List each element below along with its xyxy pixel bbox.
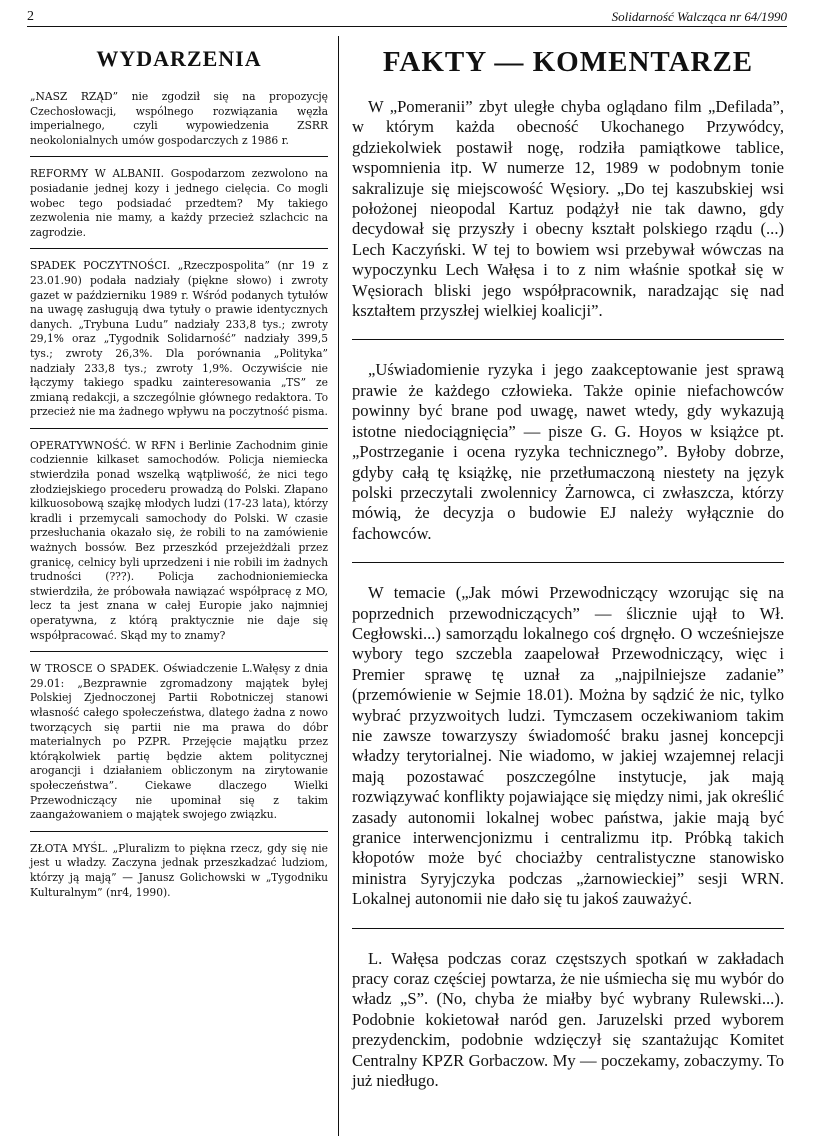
news-lead: SPADEK POCZYTNOŚCI. bbox=[30, 259, 171, 273]
news-lead: OPERATYWNOŚĆ. bbox=[30, 438, 131, 452]
news-text: „Rzeczpospolita” (nr 19 z 23.01.90) podała nadziały (piękne słowo) i zwroty gazet w październiku 1989 r. Wśród podanych tytułów na uwagę zasługują dwa tytuły o prawie identycznych danych. „Trybuna Ludu” nadziały 233,8 tys.; zwroty 29,1% oraz „Tygodnik Solidarność” nadziały 399,5 tys.; zwroty 26,3%. Dla porównania „Polityka” nadziały 233,8 tys.; zwroty 1,9%. Oczywiście nie łączymy takiego spadku zainteresowania „TS” ze zmianą redakcji, a szczególnie głównego redaktora. To przecież nie ma żadnego wpływu na poczytność pisma. bbox=[30, 259, 328, 419]
news-item bbox=[30, 662, 328, 832]
comment-paragraph: W „Pomeranii” zbyt uległe chyba oglądano film „Defilada”, w którym każda obecność Ukochanego Przywódcy, gdziekolwiek postawił nogę, rodziła pamiątkowe tablice, wspomnienia itp. W numerze 12, 1989 w podobnym tonie sakralizuje się miejscowość Węsiory. „Do tej kaszubskiej wsi położonej nieopodal Kartuz podążył nie tak dawno, gdy decydował się przyszły i obecny kształt polskiego rządu (...) Lech Kaczyński. W tej to bowiem wsi przebywał wówczas na wypoczynku Lech Wałęsa i to z nim właśnie spotkał się w Węsiorach bliski jego współpracownik, naradzając się nad kształtem przyszłej wielkiej koalicji”. bbox=[352, 97, 784, 340]
page-number: 2 bbox=[27, 9, 34, 24]
news-item bbox=[30, 90, 328, 157]
news-item bbox=[30, 439, 328, 652]
news-text: Gospodarzom zezwolono na posiadanie jednej kozy i jednego cielęcia. Co mogli wobec tego podsiadać przedtem? My takiego zezwolenia nie mamy, a każdy przecież szlachcic na zagrodzie. bbox=[30, 167, 328, 239]
news-text: Oświadczenie L.Wałęsy z dnia 29.01: „Bezprawnie zgromadzony majątek byłej Polskiej Zjednoczonej Partii Robotniczej stanowi własność całego społeczeństwa, dlatego żadna z nowo tworzących się partii nie ma prawa do dóbr materialnych po PZPR. Przejęcie majątku przez którąkolwiek partię będzie aktem politycznej arogancji i działaniem obliczonym na zirytowanie społeczeństwa”. Ciekawe dlaczego Wielki Przewodniczący nie upominał się z takim zaangażowaniem o majątek swojego związku. bbox=[30, 662, 328, 822]
news-item bbox=[30, 842, 328, 908]
news-lead: „NASZ RZĄD” bbox=[30, 90, 119, 103]
news-text: W RFN i Berlinie Zachodnim ginie codziennie kilkaset samochodów. Policja niemiecka stwierdziła ponad wszelką wątpliwość, że nici tego złodziejskiego procederu prowadzą do Polski. Złapano kilkuosobową szajkę młodych ludzi (17-23 lata), którzy kradli i przemycali samochody do Polski. W czasie przesłuchania okazało się, że robili to na zamówienie ważnych bossów. Bez przeszkód przejeżdżali przez granicę, celnicy byli uprzedzeni i nie robili im żadnych trudności (???). Policja zachodnioniemiecka stwierdziła, że próbowała nawiązać współpracę z MO, lecz ta jest znana w całej Europie jako najmniej operatywna, z którą praktycznie nie daje się współpracować. Skąd my to znamy? bbox=[30, 438, 328, 642]
news-lead: ZŁOTA MYŚL. bbox=[30, 841, 109, 855]
comments-column bbox=[352, 34, 784, 1129]
comments-title: FAKTY — KOMENTARZE bbox=[382, 46, 754, 78]
running-head: Solidarność Walcząca nr 64/1990 bbox=[611, 9, 787, 24]
news-text: nie zgodził się na propozycję Czechosłowacji, wspólnego rozwiązania węzła imperialnego, czyli wypowiedzenia ZSRR neokolonialnych umów gospodarczych z 1986 r. bbox=[30, 90, 328, 147]
comment-paragraph: „Uświadomienie ryzyka i jego zaakceptowanie jest sprawą prawie że każdego człowieka. Także opinie niefachowców powinny być brane pod uwagę, nawet wtedy, gdy wykazują istotne niedociągnięcia” — pisze G. G. Hoyos w książce pt. „Postrzeganie i ocena ryzyka technicznego”. Byłoby dobrze, gdyby całą tę książkę, nie przetłumaczoną niestety na język polski przeczytali zwolennicy Żarnowca, ci zwłaszcza, którzy mówią, że decyzja o budowie EJ należy wyłącznie do fachowców. bbox=[352, 360, 784, 563]
events-column bbox=[30, 34, 328, 918]
page-header bbox=[27, 6, 787, 27]
news-item bbox=[30, 259, 328, 429]
news-lead: W TROSCE O SPADEK. bbox=[30, 662, 159, 676]
column-divider bbox=[338, 36, 339, 1136]
news-item bbox=[30, 167, 328, 249]
news-text: „Pluralizm to piękna rzecz, gdy się nie jest u władzy. Zaczyna jednak przeszkadzać ludziom, którzy ją mają” — Janusz Golichowski w „Tygodniku Kulturalnym” (nr4, 1990). bbox=[30, 841, 328, 899]
comment-paragraph: L. Wałęsa podczas coraz częstszych spotkań w zakładach pracy coraz częściej powtarza, że nie uśmiecha się mu wybór do władz „S”. (No, chyba że miałby być wybrany Rulewski...). Podobnie kokietował naród gen. Jaruzelski przed wyborem prezydenckim, podobnie wdzięczył się szantażując Komitet Centralny KPZR Gorbaczow. My — poczekamy, zobaczymy. To już niedługo. bbox=[352, 948, 784, 1091]
events-title: WYDARZENIA bbox=[96, 46, 262, 71]
news-lead: REFORMY W ALBANII. bbox=[30, 167, 165, 181]
comment-paragraph: W temacie („Jak mówi Przewodniczący wzorując się na poprzednich przewodniczących” — ślicznie ujął to Wł. Cegłowski...) samorządu lokalnego coś drgnęło. O wcześniejsze wybory tego szczebla zaapelował Przewodniczący, więc i Premier sprawę tę uznał za „najpilniejsze zadanie” (przemówienie w Sejmie 18.01). Można by sądzić że nic, tylko wybrać przyzwoitych ludzi. Tymczasem oczekiwaniom takim nie zawsze towarzyszy świadomość braku jasnej koncepcji władzy terytorialnej. Nie wiadomo, w jakiej wzajemnej relacji mają pozostawać poszczególne instytucje, jak mają rozwiązywać konflikty pojawiające się między nimi, jak określić zasady autonomii lokalnej wobec państwa, jakie mają być granice interwencjonizmu i centralizmu itp. Próbką takich kłopotów może być chociażby centralistyczne stanowisko ministra Syryjczyka podczas „żarnowieckiej” sesji WRN. Lokalnej autonomii nie dało się tu jakoś zauważyć. bbox=[352, 583, 784, 929]
